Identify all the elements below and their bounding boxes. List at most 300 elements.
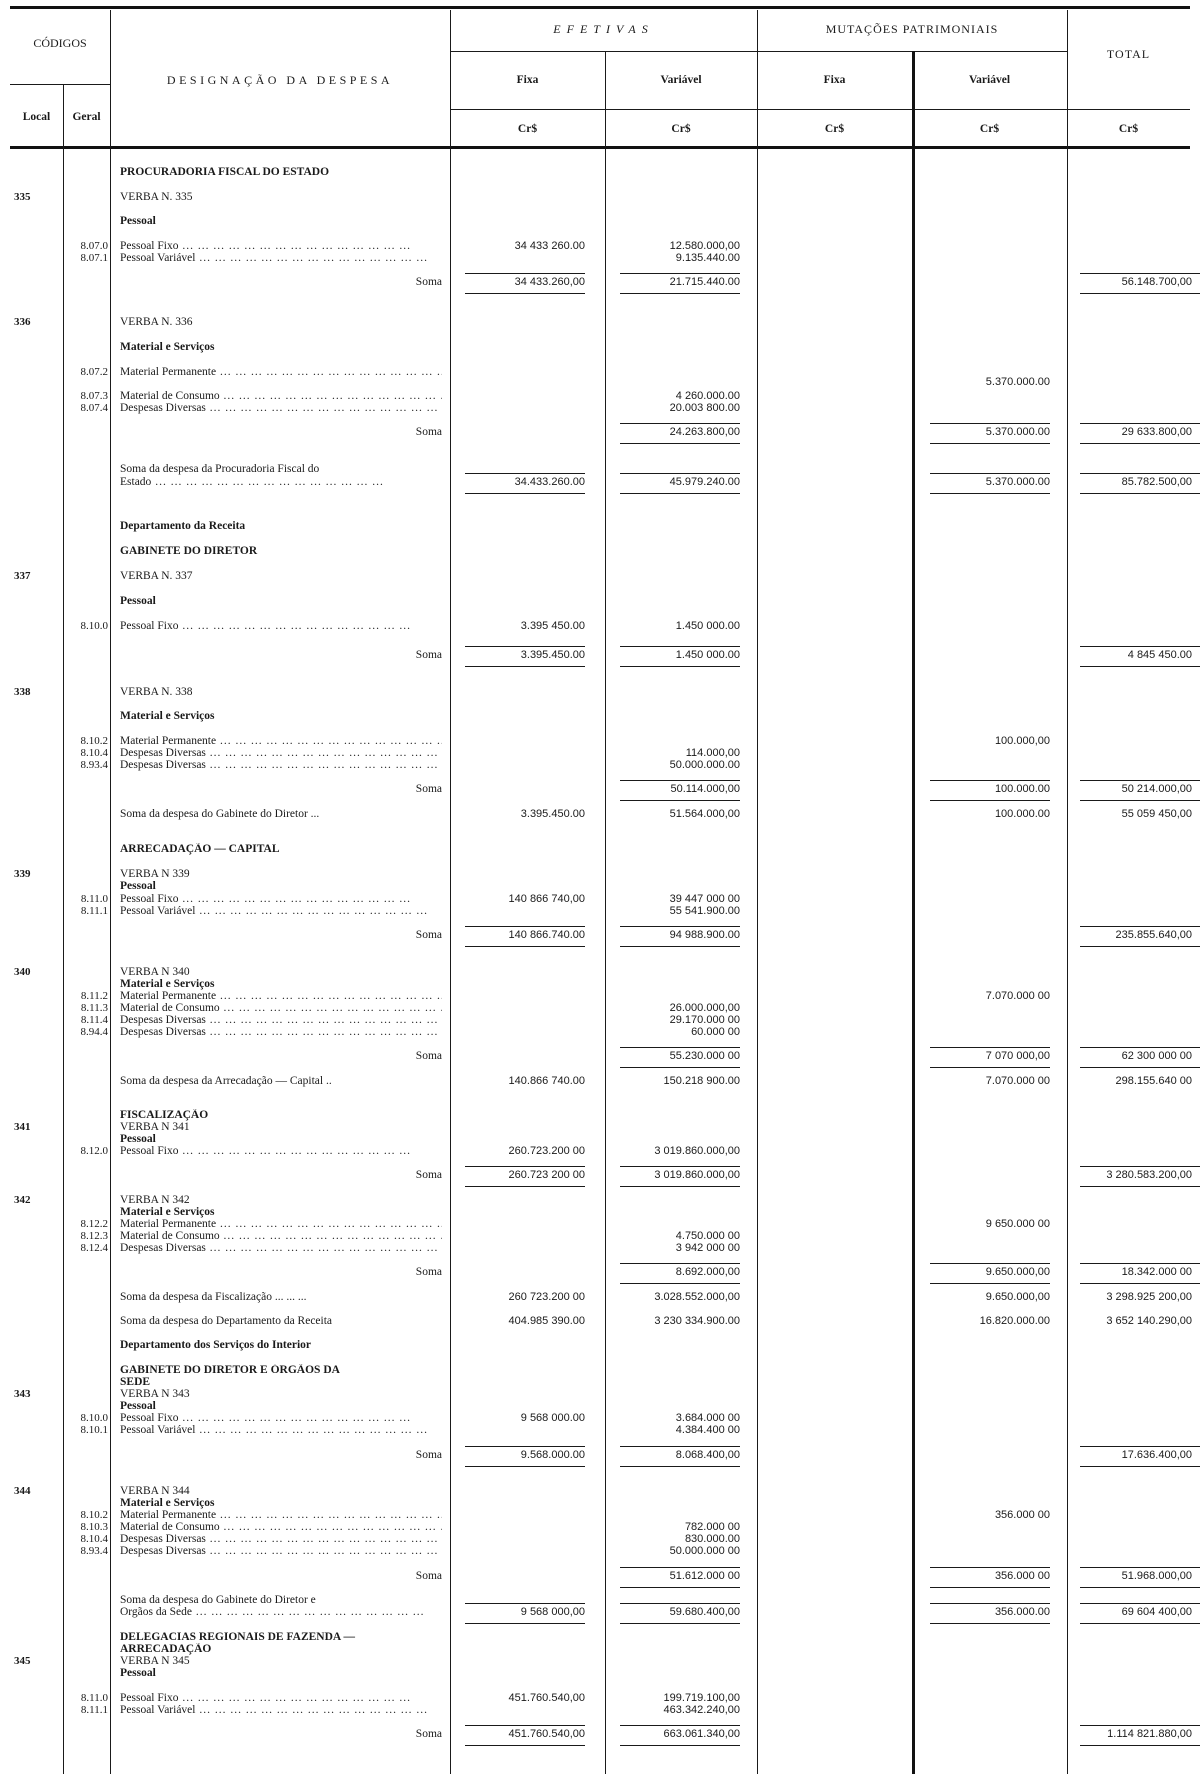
cell-desc: Pessoal Variável ... . xyxy=(120,1424,442,1437)
table-row xyxy=(0,808,1200,821)
table-row xyxy=(0,686,1200,699)
cell-mvar: 356.000.00 xyxy=(994,1606,1050,1618)
cell-var: 3 942 000 00 xyxy=(675,1242,740,1254)
sum-rule-below xyxy=(620,1623,740,1624)
cell-var: 94 988.900.00 xyxy=(669,929,740,941)
cell-var: 45.979.240.00 xyxy=(669,476,740,488)
sum-rule-above xyxy=(620,1047,740,1048)
cell-var: 55 541.900.00 xyxy=(669,905,740,917)
sum-rule-below xyxy=(930,1283,1050,1284)
cell-mvar: 9 650.000 00 xyxy=(985,1218,1050,1230)
cell-desc: Material e Serviços xyxy=(120,1206,215,1218)
header-efetivas: EFETIVAS xyxy=(553,22,654,36)
sum-rule-below xyxy=(465,1745,585,1746)
sum-rule-below xyxy=(930,1623,1050,1624)
cell-local: 340 xyxy=(14,966,31,978)
cell-fixa: 9 568 000,00 xyxy=(520,1606,585,1618)
cell-fixa: 34 433.260,00 xyxy=(514,276,585,288)
sum-rule-above xyxy=(465,1166,585,1167)
top-border xyxy=(10,6,1190,9)
cell-local: 337 xyxy=(14,570,31,582)
sum-rule-above xyxy=(1080,1567,1200,1568)
sum-rule-above xyxy=(465,473,585,474)
cell-var: 663.061.340,00 xyxy=(663,1728,740,1740)
sum-rule-below xyxy=(1080,1745,1200,1746)
cell-geral: 8.10.3 xyxy=(80,1521,108,1533)
sum-rule-below xyxy=(930,493,1050,494)
table-row xyxy=(0,402,1200,415)
sum-rule-below xyxy=(930,800,1050,801)
cell-desc: VERBA N 345 xyxy=(120,1655,190,1667)
sum-rule-above xyxy=(620,926,740,927)
cell-desc: Material Permanente ... . xyxy=(120,990,442,1003)
codigos-divider xyxy=(10,84,110,85)
cell-geral: 8.07.4 xyxy=(80,402,108,414)
sum-rule-above xyxy=(620,273,740,274)
cell-local: 342 xyxy=(14,1194,31,1206)
header-bottom-border xyxy=(10,146,1190,149)
sum-rule-below xyxy=(1080,800,1200,801)
sum-rule-above xyxy=(465,926,585,927)
cell-desc: Pessoal Fixo ... . xyxy=(120,893,442,906)
cell-desc: ARRECADAÇÃO xyxy=(120,1643,212,1655)
sum-rule-below xyxy=(620,666,740,667)
table-row xyxy=(0,1145,1200,1158)
sum-rule-below xyxy=(620,946,740,947)
cell-geral: 8.07.3 xyxy=(80,390,108,402)
table-row xyxy=(0,376,1200,389)
sum-rule-below xyxy=(1080,293,1200,294)
cell-geral: 8.10.4 xyxy=(80,1533,108,1545)
cell-desc: Soma da despesa da Fiscalização ... ... ... xyxy=(120,1291,307,1303)
cell-desc: Material Permanente ... . xyxy=(120,366,442,379)
cell-desc: GABINETE DO DIRETOR xyxy=(120,545,258,557)
sum-rule-below xyxy=(1080,1587,1200,1588)
sum-rule-above xyxy=(930,1047,1050,1048)
cell-total: 235.855.640,00 xyxy=(1115,929,1192,941)
sum-rule-below xyxy=(620,293,740,294)
header-total: TOTAL xyxy=(1106,47,1151,61)
cell-desc: PROCURADORIA FISCAL DO ESTADO xyxy=(120,166,330,178)
sum-rule-above xyxy=(1080,1047,1200,1048)
cell-geral: 8.12.3 xyxy=(80,1230,108,1242)
cell-var: 1.450 000.00 xyxy=(675,649,740,661)
cell-desc: Despesas Diversas ... . xyxy=(120,1242,442,1255)
header-mutacoes: MUTAÇÕES PATRIMONIAIS xyxy=(825,22,999,36)
table-row xyxy=(0,1315,1200,1328)
cell-geral: 8.11.0 xyxy=(80,1692,108,1704)
cell-desc: Material de Consumo ... . xyxy=(120,1230,442,1243)
cell-fixa: 3.395.450.00 xyxy=(520,649,585,661)
cell-desc: Material e Serviços xyxy=(120,710,215,722)
cell-var: 59.680.400,00 xyxy=(669,1606,740,1618)
cell-var: 50.000.000.00 xyxy=(669,759,740,771)
cell-desc: Pessoal Fixo ... . xyxy=(120,1412,442,1425)
cell-desc: Despesas Diversas ... . xyxy=(120,747,442,760)
cell-desc: Soma xyxy=(415,1570,442,1582)
cell-var: 830.000.00 xyxy=(684,1533,740,1545)
cell-total: 51.968.000,00 xyxy=(1121,1570,1192,1582)
sum-rule-below xyxy=(620,1067,740,1068)
cell-desc: Pessoal Fixo ... . xyxy=(120,1145,442,1158)
sum-rule-below xyxy=(1080,1283,1200,1284)
cell-desc: Soma xyxy=(415,1266,442,1278)
sum-rule-above xyxy=(930,473,1050,474)
header-inner-line xyxy=(450,51,1067,52)
sum-rule-below xyxy=(465,1466,585,1467)
cell-local: 343 xyxy=(14,1388,31,1400)
cell-var: 1.450 000.00 xyxy=(675,620,740,632)
table-row xyxy=(0,1728,1200,1741)
cell-desc: Pessoal xyxy=(120,1400,156,1412)
cell-total: 3 280.583.200,00 xyxy=(1106,1169,1192,1181)
cell-fixa: 140 866.740.00 xyxy=(508,929,585,941)
sum-rule-above xyxy=(620,423,740,424)
cell-desc: Pessoal Variável ... . xyxy=(120,1704,442,1717)
cell-desc: VERBA N 343 xyxy=(120,1388,190,1400)
sum-rule-above xyxy=(620,1603,740,1604)
cell-var: 24.263.800,00 xyxy=(669,426,740,438)
table-row xyxy=(0,1424,1200,1437)
sum-rule-below xyxy=(1080,1067,1200,1068)
cell-mvar: 16.820.000.00 xyxy=(979,1315,1050,1327)
sum-rule-above xyxy=(930,1603,1050,1604)
table-row xyxy=(0,341,1200,354)
cell-desc: Soma da despesa do Departamento da Receita xyxy=(120,1315,333,1327)
table-row xyxy=(0,520,1200,533)
cell-local: 344 xyxy=(14,1485,31,1497)
sum-rule-below xyxy=(930,443,1050,444)
cell-geral: 8.11.1 xyxy=(80,905,108,917)
cell-desc: Despesas Diversas ... . xyxy=(120,1545,442,1558)
sum-rule-below xyxy=(620,1745,740,1746)
table-row xyxy=(0,710,1200,723)
cell-desc: VERBA N 340 xyxy=(120,966,190,978)
sum-rule-below xyxy=(620,1283,740,1284)
cell-var: 60.000 00 xyxy=(691,1026,740,1038)
cell-desc: Despesas Diversas ... . xyxy=(120,1026,442,1039)
cell-var: 3.684.000 00 xyxy=(675,1412,740,1424)
cell-var: 3 019.860.000,00 xyxy=(654,1145,740,1157)
header-currency-efetivas-fixa: Cr$ xyxy=(517,123,538,135)
cell-var: 51.564.000,00 xyxy=(669,808,740,820)
sum-rule-above xyxy=(930,1263,1050,1264)
cell-geral: 8.12.0 xyxy=(80,1145,108,1157)
cell-mvar: 100.000.00 xyxy=(994,808,1050,820)
cell-geral: 8.10.0 xyxy=(80,1412,108,1424)
sum-rule-below xyxy=(620,1186,740,1187)
cell-geral: 8.07.1 xyxy=(80,252,108,264)
sum-rule-below xyxy=(620,443,740,444)
cell-total: 18.342.000 00 xyxy=(1121,1266,1192,1278)
cell-geral: 8.10.1 xyxy=(80,1424,108,1436)
cell-fixa: 34 433 260.00 xyxy=(514,240,585,252)
table-row xyxy=(0,620,1200,633)
cell-var: 3 019.860.000,00 xyxy=(654,1169,740,1181)
cell-var: 199.719.100,00 xyxy=(663,1692,740,1704)
cell-var: 3.028.552.000,00 xyxy=(654,1291,740,1303)
header-currency-mutacoes-fixa: Cr$ xyxy=(824,123,845,135)
sum-rule-above xyxy=(1080,926,1200,927)
sum-rule-above xyxy=(1080,273,1200,274)
table-row xyxy=(0,1704,1200,1717)
sum-rule-above xyxy=(930,780,1050,781)
table-row xyxy=(0,1339,1200,1352)
cell-total: 85.782.500,00 xyxy=(1121,476,1192,488)
cell-geral: 8.11.2 xyxy=(80,990,108,1002)
table-row xyxy=(0,1075,1200,1088)
sum-rule-below xyxy=(620,1466,740,1467)
cell-fixa: 9 568 000.00 xyxy=(520,1412,585,1424)
sum-rule-above xyxy=(930,423,1050,424)
cell-mvar: 7.070.000 00 xyxy=(985,1075,1050,1087)
cell-desc: VERBA N. 336 xyxy=(120,316,193,328)
cell-local: 336 xyxy=(14,316,31,328)
sum-rule-below xyxy=(1080,946,1200,947)
cell-desc: Soma xyxy=(415,649,442,661)
cell-var: 9.135.440.00 xyxy=(675,252,740,264)
table-row xyxy=(0,1667,1200,1680)
cell-geral: 8.07.0 xyxy=(80,240,108,252)
sum-rule-below xyxy=(620,1587,740,1588)
table-row xyxy=(0,595,1200,608)
cell-desc: Pessoal xyxy=(120,215,156,227)
cell-var: 21.715.440.00 xyxy=(669,276,740,288)
sum-rule-above xyxy=(1080,1166,1200,1167)
table-row xyxy=(0,783,1200,796)
cell-fixa: 9.568.000.00 xyxy=(520,1449,585,1461)
cell-total: 62 300 000 00 xyxy=(1121,1050,1192,1062)
header-currency-mutacoes-variavel: Cr$ xyxy=(979,123,1000,135)
table-row xyxy=(0,476,1200,489)
cell-mvar: 7 070 000,00 xyxy=(985,1050,1050,1062)
cell-var: 8.692.000,00 xyxy=(675,1266,740,1278)
sum-rule-above xyxy=(1080,646,1200,647)
sum-rule-below xyxy=(1080,1623,1200,1624)
cell-total: 17.636.400,00 xyxy=(1121,1449,1192,1461)
cell-geral: 8.07.2 xyxy=(80,366,108,378)
cell-total: 56.148.700,00 xyxy=(1121,276,1192,288)
cell-desc: Material de Consumo ... . xyxy=(120,390,442,403)
cell-desc: Soma da despesa do Gabinete do Diretor ... xyxy=(120,808,320,820)
cell-desc: Soma xyxy=(415,1169,442,1181)
cell-geral: 8.10.2 xyxy=(80,735,108,747)
cell-desc: Soma xyxy=(415,276,442,288)
cell-var: 782.000 00 xyxy=(684,1521,740,1533)
cell-desc: Soma da despesa da Procuradoria Fiscal do xyxy=(120,463,320,475)
cell-mvar: 5.370.000.00 xyxy=(985,426,1050,438)
cell-var: 20.003 800.00 xyxy=(669,402,740,414)
cell-fixa: 260 723.200 00 xyxy=(508,1291,585,1303)
header-geral: Geral xyxy=(72,111,101,123)
cr-divider xyxy=(450,109,1190,110)
cell-fixa: 140 866 740,00 xyxy=(508,893,585,905)
cell-var: 12.580.000,00 xyxy=(669,240,740,252)
cell-fixa: 3.395.450.00 xyxy=(520,808,585,820)
sum-rule-below xyxy=(465,293,585,294)
sum-rule-below xyxy=(930,1587,1050,1588)
cell-desc: SEDE xyxy=(120,1376,151,1388)
cell-mvar: 9.650.000,00 xyxy=(985,1291,1050,1303)
cell-fixa: 404.985 390.00 xyxy=(508,1315,585,1327)
cell-desc: Pessoal xyxy=(120,595,156,607)
cell-desc: Estado ... . xyxy=(120,476,442,489)
cell-desc: Soma da despesa do Gabinete do Diretor e xyxy=(120,1594,316,1606)
sum-rule-below xyxy=(465,1623,585,1624)
cell-desc: Pessoal Fixo ... . xyxy=(120,240,442,253)
cell-geral: 8.10.0 xyxy=(80,620,108,632)
sum-rule-below xyxy=(465,493,585,494)
table-row xyxy=(0,1570,1200,1583)
cell-desc: Pessoal xyxy=(120,880,156,892)
sum-rule-above xyxy=(620,1446,740,1447)
cell-geral: 8.11.0 xyxy=(80,893,108,905)
cell-desc: GABINETE DO DIRETOR E ÓRGÃOS DA xyxy=(120,1364,340,1376)
table-row xyxy=(0,545,1200,558)
table-row xyxy=(0,1449,1200,1462)
cell-geral: 8.12.4 xyxy=(80,1242,108,1254)
cell-fixa: 3.395 450.00 xyxy=(520,620,585,632)
cell-mvar: 5.370.000.00 xyxy=(985,376,1050,388)
sum-rule-below xyxy=(620,493,740,494)
cell-desc: Soma xyxy=(415,1449,442,1461)
cell-geral: 8.93.4 xyxy=(80,759,108,771)
cell-desc: VERBA N 344 xyxy=(120,1485,190,1497)
sum-rule-above xyxy=(465,1725,585,1726)
table-row xyxy=(0,1266,1200,1279)
cell-desc: Soma da despesa da Arrecadação — Capital .. xyxy=(120,1075,332,1087)
cell-geral: 8.11.4 xyxy=(80,1014,108,1026)
cell-var: 463.342.240,00 xyxy=(663,1704,740,1716)
sum-rule-below xyxy=(1080,666,1200,667)
sum-rule-below xyxy=(1080,1466,1200,1467)
cell-desc: Orgãos da Sede ... . xyxy=(120,1606,442,1619)
table-row xyxy=(0,1606,1200,1619)
sum-rule-above xyxy=(620,1263,740,1264)
header-currency-efetivas-variavel: Cr$ xyxy=(671,123,691,135)
cell-total: 4 845 450.00 xyxy=(1127,649,1192,661)
cell-desc: Departamento dos Serviços do Interior xyxy=(120,1339,312,1351)
table-row xyxy=(0,1026,1200,1039)
cell-desc: ARRECADAÇÃO — CAPITAL xyxy=(120,843,280,855)
sum-rule-above xyxy=(620,1725,740,1726)
cell-desc: Material e Serviços xyxy=(120,341,215,353)
cell-total: 3 298.925 200,00 xyxy=(1106,1291,1192,1303)
cell-desc: Soma xyxy=(415,426,442,438)
table-row xyxy=(0,570,1200,583)
cell-total: 1.114 821.880,00 xyxy=(1107,1728,1192,1740)
cell-var: 4.750.000 00 xyxy=(675,1230,740,1242)
cell-var: 50.000.000 00 xyxy=(669,1545,740,1557)
header-local: Local xyxy=(22,111,51,123)
sum-rule-below xyxy=(1080,493,1200,494)
cell-geral: 8.10.2 xyxy=(80,1509,108,1521)
cell-var: 29.170.000 00 xyxy=(669,1014,740,1026)
table-row xyxy=(0,316,1200,329)
cell-local: 341 xyxy=(14,1121,31,1133)
cell-var: 150.218 900.00 xyxy=(663,1075,740,1087)
cell-var: 4 260.000.00 xyxy=(675,390,740,402)
cell-desc: Material e Serviços xyxy=(120,1497,215,1509)
header-designacao: DESIGNAÇÃO DA DESPESA xyxy=(166,73,394,87)
cell-desc: Material de Consumo ... . xyxy=(120,1521,442,1534)
cell-desc: Soma xyxy=(415,783,442,795)
table-row xyxy=(0,649,1200,662)
table-row xyxy=(0,905,1200,918)
cell-desc: Material Permanente ... . xyxy=(120,1509,442,1522)
cell-local: 338 xyxy=(14,686,31,698)
sum-rule-below xyxy=(930,1067,1050,1068)
sum-rule-above xyxy=(620,780,740,781)
cell-desc: Pessoal Variável ... . xyxy=(120,252,442,265)
cell-geral: 8.94.4 xyxy=(80,1026,108,1038)
cell-desc: Despesas Diversas ... . xyxy=(120,1014,442,1027)
table-row xyxy=(0,1545,1200,1558)
sum-rule-above xyxy=(1080,780,1200,781)
table-row xyxy=(0,252,1200,265)
table-row xyxy=(0,215,1200,228)
cell-geral: 8.11.3 xyxy=(80,1002,108,1014)
table-row xyxy=(0,276,1200,289)
cell-desc: Soma xyxy=(415,1728,442,1740)
header-codigos: CÓDIGOS xyxy=(33,36,87,50)
cell-local: 345 xyxy=(14,1655,31,1667)
sum-rule-below xyxy=(1080,443,1200,444)
table-row xyxy=(0,759,1200,772)
cell-desc: Pessoal Fixo ... . xyxy=(120,620,442,633)
sum-rule-above xyxy=(620,473,740,474)
cell-total: 50 214.000,00 xyxy=(1121,783,1192,795)
cell-total: 298.155.640 00 xyxy=(1115,1075,1192,1087)
table-row xyxy=(0,843,1200,856)
cell-var: 114.000,00 xyxy=(685,747,740,759)
cell-desc: Soma xyxy=(415,929,442,941)
cell-var: 39 447 000 00 xyxy=(669,893,740,905)
cell-mvar: 356.000 00 xyxy=(994,1509,1050,1521)
table-row xyxy=(0,191,1200,204)
cell-desc: VERBA N. 337 xyxy=(120,570,193,582)
sum-rule-above xyxy=(620,646,740,647)
sum-rule-below xyxy=(620,800,740,801)
cell-total: 55 059 450,00 xyxy=(1121,808,1192,820)
cell-var: 55.230.000 00 xyxy=(669,1050,740,1062)
sum-rule-above xyxy=(1080,423,1200,424)
cell-mvar: 100.000,00 xyxy=(994,735,1050,747)
cell-desc: VERBA N 341 xyxy=(120,1121,190,1133)
cell-desc: Despesas Diversas ... . xyxy=(120,402,442,415)
table-row xyxy=(0,166,1200,179)
sum-rule-above xyxy=(1080,1725,1200,1726)
cell-var: 8.068.400,00 xyxy=(675,1449,740,1461)
cell-local: 335 xyxy=(14,191,31,203)
cell-total: 29 633.800,00 xyxy=(1121,426,1192,438)
cell-geral: 8.12.2 xyxy=(80,1218,108,1230)
cell-fixa: 451.760.540,00 xyxy=(508,1728,585,1740)
sum-rule-above xyxy=(465,1446,585,1447)
table-row xyxy=(0,1291,1200,1304)
cell-var: 51.612.000 00 xyxy=(669,1570,740,1582)
cell-fixa: 260.723.200 00 xyxy=(508,1145,585,1157)
table-row xyxy=(0,1242,1200,1255)
cell-mvar: 7.070.000 00 xyxy=(985,990,1050,1002)
cell-desc: Material de Consumo ... . xyxy=(120,1002,442,1015)
cell-total: 3 652 140.290,00 xyxy=(1106,1315,1192,1327)
cell-mvar: 5.370.000.00 xyxy=(985,476,1050,488)
cell-desc: Material Permanente ... . xyxy=(120,735,442,748)
table-row xyxy=(0,1050,1200,1063)
cell-desc: Material e Serviços xyxy=(120,978,215,990)
cell-fixa: 451.760.540,00 xyxy=(508,1692,585,1704)
